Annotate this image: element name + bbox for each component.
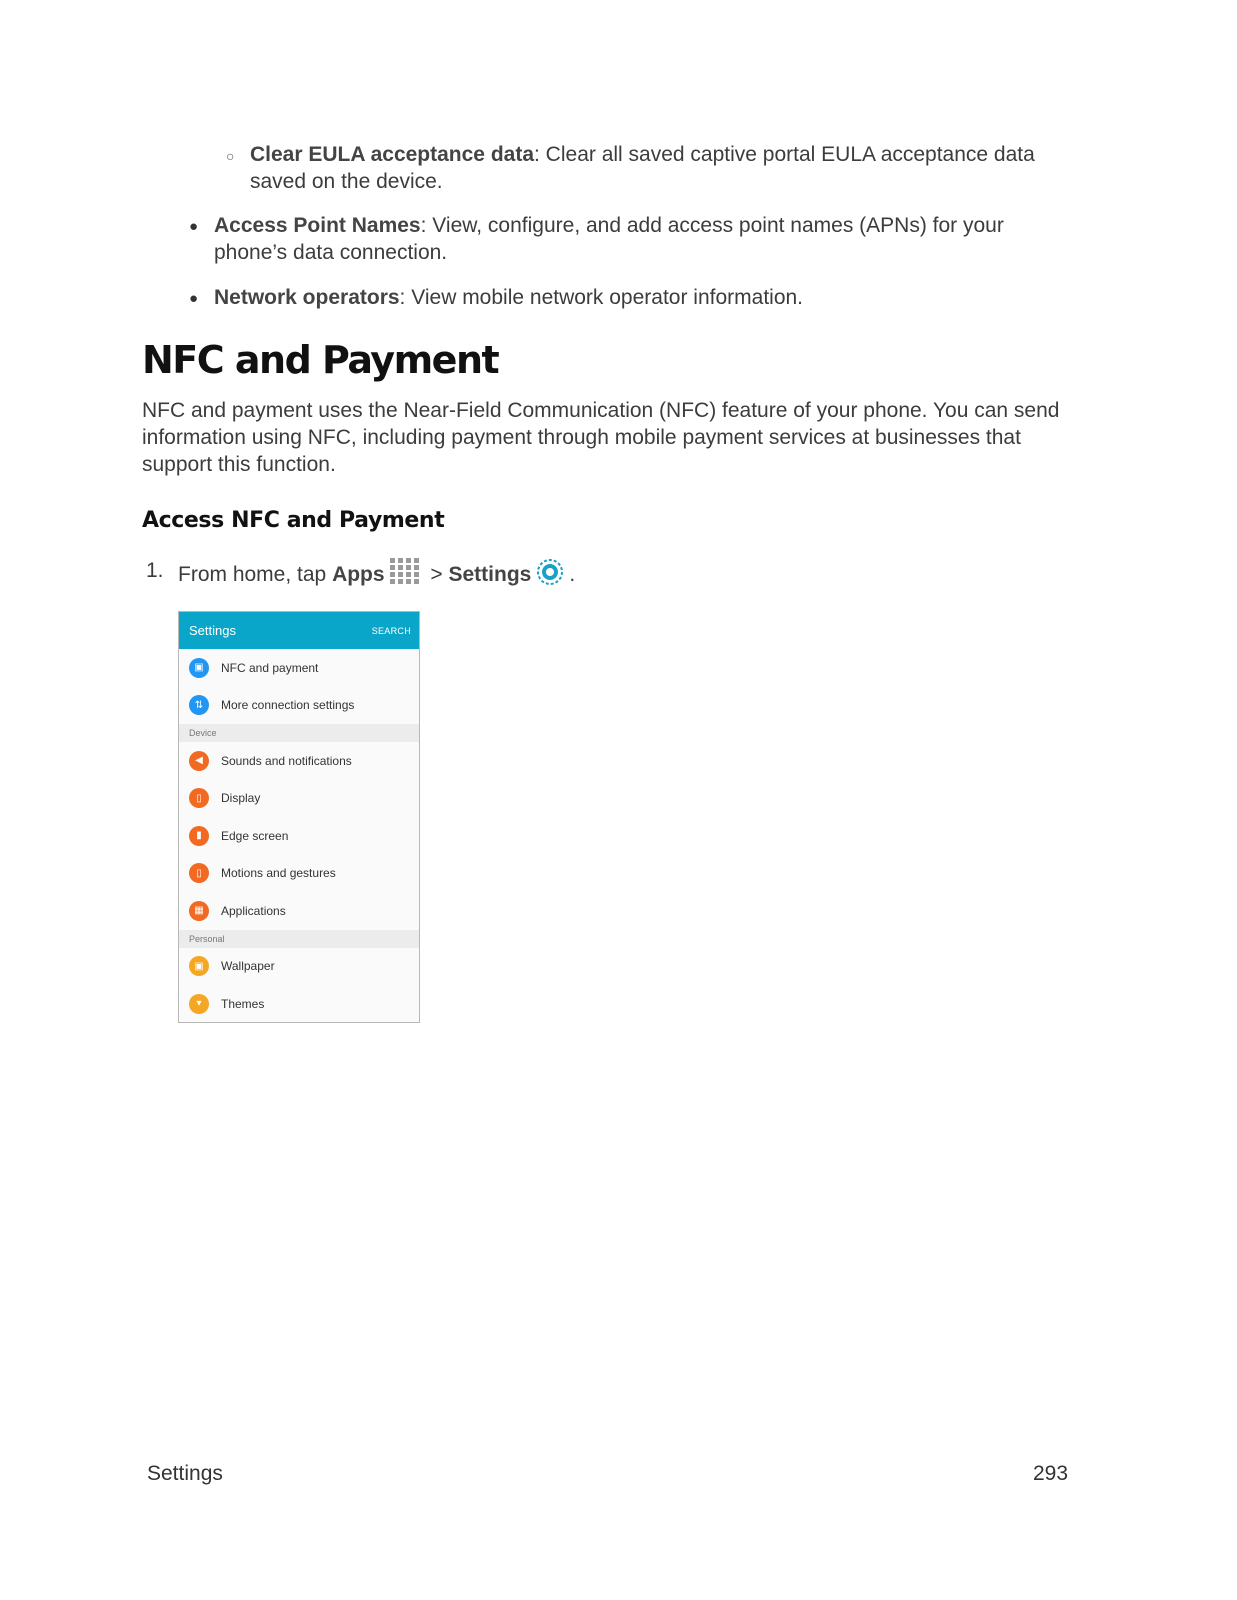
apps-label: Apps: [332, 563, 385, 586]
text: : View, configure, and add access point names (APNs) for your: [420, 214, 1004, 237]
intro-line: information using NFC, including payment through mobile payment services at businesses that: [142, 426, 1021, 449]
section-header-personal: Personal: [179, 930, 419, 948]
bullet-icon: ●: [189, 290, 199, 307]
themes-icon: ▾: [189, 994, 209, 1014]
bullet-access-point-names: [214, 212, 1004, 266]
section-header-device: Device: [179, 724, 419, 742]
applications-icon: ▦: [189, 901, 209, 921]
item-label: More connection settings: [221, 698, 355, 713]
settings-item-applications[interactable]: [179, 892, 419, 930]
bullet-network-operators: [214, 284, 803, 311]
item-label: Motions and gestures: [221, 866, 336, 881]
settings-gear-icon: [535, 557, 565, 594]
item-label: NFC and payment: [221, 660, 319, 675]
item-label: Wallpaper: [221, 959, 275, 974]
text: : View mobile network operator information.: [399, 286, 804, 309]
sub-bullet-icon: ○: [226, 148, 235, 164]
settings-label: Settings: [448, 563, 532, 586]
settings-item-sounds[interactable]: [179, 742, 419, 780]
intro-line: support this function.: [142, 453, 336, 476]
settings-screenshot: [178, 611, 420, 1023]
settings-item-motions[interactable]: [179, 855, 419, 893]
phone-header: [179, 612, 419, 649]
item-label: Display: [221, 791, 261, 806]
section-title: NFC and Payment: [142, 338, 499, 382]
item-label: Themes: [221, 996, 265, 1011]
page-number: 293: [1033, 1462, 1069, 1485]
item-label: Applications: [221, 903, 286, 918]
settings-item-edge-screen[interactable]: [179, 817, 419, 855]
step-text: From home, tap: [178, 563, 333, 586]
nfc-icon: ▣: [189, 658, 209, 678]
bullet-icon: ●: [189, 218, 199, 235]
apps-grid-icon: [389, 557, 421, 594]
connection-icon: ⇅: [189, 695, 209, 715]
settings-item-more-connection[interactable]: [179, 687, 419, 725]
settings-item-display[interactable]: [179, 780, 419, 818]
term: Network operators: [214, 286, 400, 309]
settings-item-wallpaper[interactable]: [179, 948, 419, 986]
step-number: 1.: [146, 559, 164, 582]
text: saved on the device.: [250, 170, 443, 193]
item-label: Sounds and notifications: [221, 753, 352, 768]
display-icon: ▯: [189, 788, 209, 808]
separator: >: [424, 563, 449, 586]
settings-item-nfc[interactable]: [179, 649, 419, 687]
text: : Clear all saved captive portal EULA acceptance data: [534, 143, 1035, 166]
step-1: [178, 557, 575, 594]
intro-line: NFC and payment uses the Near-Field Communication (NFC) feature of your phone. You can send: [142, 399, 1060, 422]
term: Access Point Names: [214, 214, 421, 237]
section-intro: [142, 397, 1059, 478]
wallpaper-icon: ▣: [189, 956, 209, 976]
motion-icon: ▯: [189, 863, 209, 883]
phone-title: Settings: [189, 623, 236, 638]
term: Clear EULA acceptance data: [250, 143, 535, 166]
item-label: Edge screen: [221, 828, 289, 843]
bullet-clear-eula: [250, 141, 1035, 195]
subsection-title: Access NFC and Payment: [142, 508, 445, 533]
text: phone’s data connection.: [214, 241, 448, 264]
settings-item-themes[interactable]: [179, 985, 419, 1023]
volume-icon: ◀: [189, 751, 209, 771]
step-end: .: [569, 563, 576, 586]
footer-section: Settings: [147, 1462, 223, 1485]
search-button[interactable]: SEARCH: [371, 625, 411, 636]
edge-screen-icon: ▮: [189, 826, 209, 846]
